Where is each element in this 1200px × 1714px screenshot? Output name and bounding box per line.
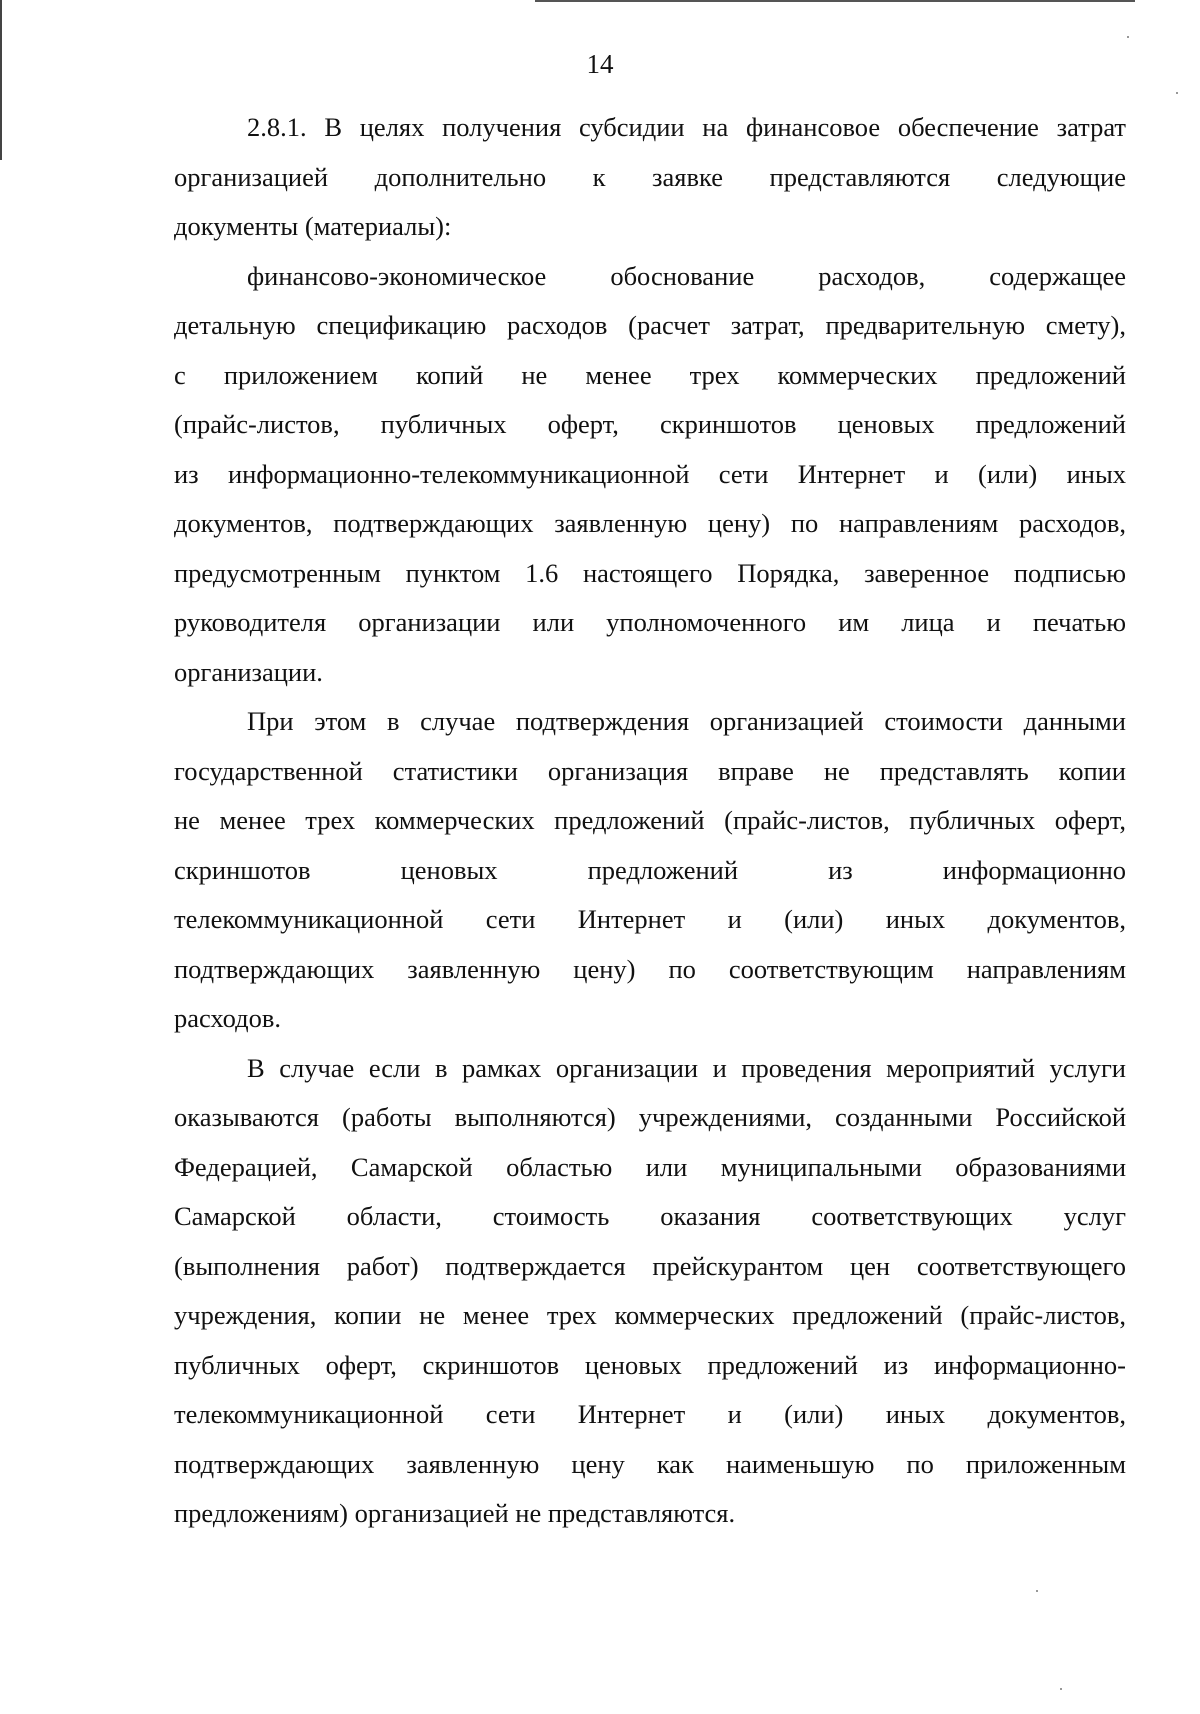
text-line: финансово-экономическое обоснование расходов, содержащее xyxy=(247,260,1126,291)
text-line: телекоммуникационной сети Интернет и (или) иных документов, xyxy=(174,1399,1126,1429)
text-line: При этом в случае подтверждения организацией стоимости данными xyxy=(247,706,1126,736)
paragraph-financial-justification xyxy=(174,252,1126,698)
paragraph-2-8-1 xyxy=(174,103,1126,252)
text-line: из информационно-телекоммуникационной сети Интернет и (или) иных xyxy=(174,458,1126,489)
paragraph-state-institutions xyxy=(174,1044,1126,1539)
text-line: оказываются (работы выполняются) учреждениями, созданными Российской xyxy=(174,1102,1126,1132)
text-line: организацией дополнительно к заявке представляются следующие xyxy=(174,161,1126,192)
text-line: подтверждающих заявленную цену) по соответствующим направлениям xyxy=(174,953,1126,984)
text-line: (выполнения работ) подтверждается прейскурантом цен соответствующего xyxy=(174,1250,1126,1281)
text-line: детальную спецификацию расходов (расчет затрат, предварительную смету), xyxy=(174,310,1126,340)
page-number: 14 xyxy=(586,49,614,79)
text-line: публичных оферт, скриншотов ценовых предложений из информационно- xyxy=(174,1349,1126,1380)
text-line: государственной статистики организация вправе не представлять копии xyxy=(174,755,1126,786)
text-line: Федерацией, Самарской областью или муниципальными образованиями xyxy=(174,1151,1126,1182)
text-line: предложениям) организацией не представляются. xyxy=(174,1498,736,1528)
text-line: организации. xyxy=(174,656,323,687)
scan-speck xyxy=(1036,1590,1038,1592)
text-line: В случае если в рамках организации и проведения мероприятий услуги xyxy=(247,1052,1126,1083)
text-line: (прайс-листов, публичных оферт, скриншотов ценовых предложений xyxy=(174,409,1126,439)
scan-speck xyxy=(1176,92,1178,94)
text-line: не менее трех коммерческих предложений (прайс-листов, публичных оферт, xyxy=(174,805,1126,835)
text-line: расходов. xyxy=(174,1003,282,1033)
text-line: с приложением копий не менее трех коммерческих предложений xyxy=(174,359,1126,390)
text-line: учреждения, копии не менее трех коммерческих предложений (прайс-листов, xyxy=(174,1300,1126,1330)
document-body xyxy=(174,103,1126,1539)
text-line: документы (материалы): xyxy=(174,211,452,241)
text-line: Самарской области, стоимость оказания соответствующих услуг xyxy=(174,1201,1126,1231)
scan-top-edge-line xyxy=(535,0,1135,2)
scan-speck xyxy=(1060,1688,1062,1690)
text-line: предусмотренным пунктом 1.6 настоящего Порядка, заверенное подписью xyxy=(174,557,1126,588)
text-line: документов, подтверждающих заявленную цену) по направлениям расходов, xyxy=(174,508,1126,538)
text-line: скриншотов ценовых предложений из информационно xyxy=(174,854,1126,885)
text-line: подтверждающих заявленную цену как наименьшую по приложенным xyxy=(174,1448,1126,1479)
text-line: телекоммуникационной сети Интернет и (или) иных документов, xyxy=(174,904,1126,934)
paragraph-state-statistics xyxy=(174,697,1126,1044)
text-line: 2.8.1. В целях получения субсидии на финансовое обеспечение затрат xyxy=(247,112,1126,142)
text-line: руководителя организации или уполномоченного им лица и печатью xyxy=(174,607,1126,637)
scan-speck xyxy=(1127,36,1129,38)
